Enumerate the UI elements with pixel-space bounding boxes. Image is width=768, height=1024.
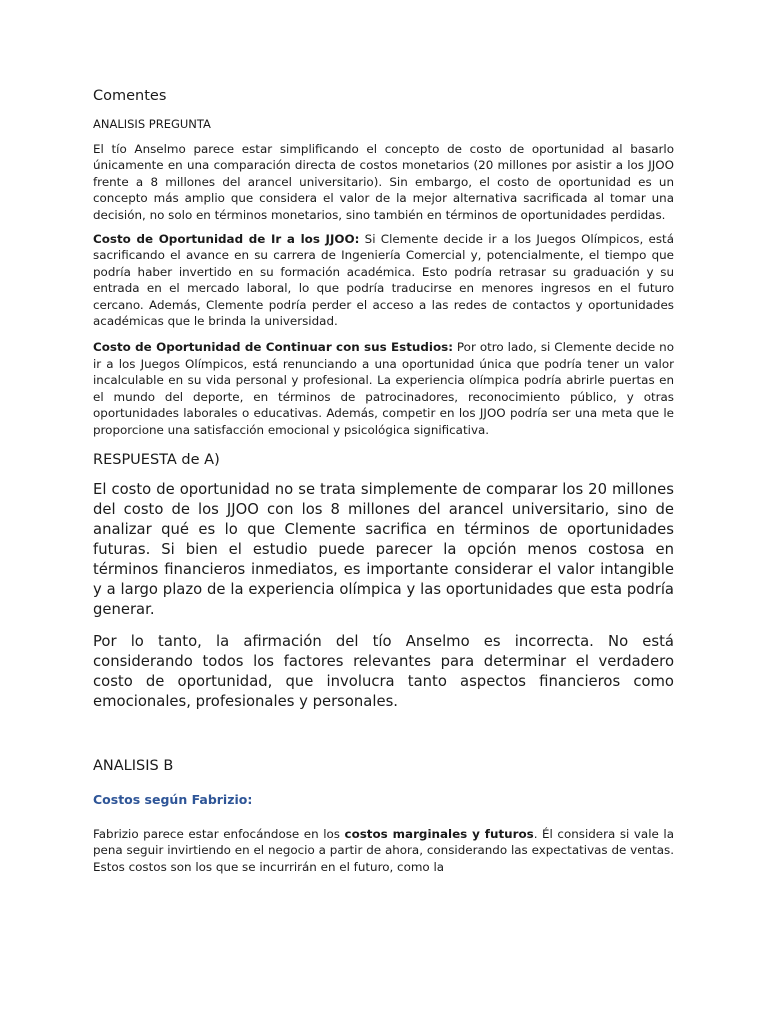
cost-studies-paragraph <box>93 339 674 437</box>
section-a-label: ANALISIS PREGUNTA <box>93 117 211 131</box>
answer-a-paragraph-2: Por lo tanto, la afirmación del tío Anselmo es incorrecta. No está considerando todos los factores relevantes para determinar el verdadero costo de oportunidad, que involucra tanto aspectos financieros como emocionales, profesionales y personales. <box>93 632 674 710</box>
document-title: Comentes <box>93 88 167 104</box>
fabrizio-text-bold: costos marginales y futuros <box>344 826 534 841</box>
cost-jjoo-heading: Costo de Oportunidad de Ir a los JJOO: <box>93 232 360 247</box>
fabrizio-text-end: . Él considera si vale la pena seguir invirtiendo en el negocio a partir de ahora, considerando las expectativas de ventas. Estos costos son los que se incurrirán en el futuro, como la <box>93 826 674 874</box>
cost-jjoo-text: Si Clemente decide ir a los Juegos Olímpicos, está sacrificando el avance en su carrera de Ingeniería Comercial y, potencialmente, el tiempo que podría haber invertido en su formación académica. Esto podría retrasar su graduación y su entrada en el mercado laboral, lo que podría traducirse en menores ingresos en el futuro cercano. Además, Clemente podría perder el acceso a las redes de contactos y oportunidades académicas que le brinda la universidad. <box>93 232 674 329</box>
answer-a-label: RESPUESTA de A) <box>93 451 220 468</box>
cost-studies-text: Por otro lado, si Clemente decide no ir a los Juegos Olímpicos, está renunciando a una oportunidad única que podría tener un valor incalculable en su vida personal y profesional. La experiencia olímpica podría abrirle puertas en el mundo del deporte, en términos de patrocinadores, reconocimiento público, y otras oportunidades laborales o educativas. Además, competir en los JJOO podría ser una meta que le proporcione una satisfacción emocional y psicológica significativa. <box>93 340 674 437</box>
answer-a-paragraph-1: El costo de oportunidad no se trata simplemente de comparar los 20 millones del costo de los JJOO con los 8 millones del arancel universitario, sino de analizar qué es lo que Clemente sacrifica en términos de oportunidades futuras. Si bien el estudio puede parecer la opción menos costosa en términos financieros inmediatos, es importante considerar el valor intangible y a largo plazo de la experiencia olímpica y las oportunidades que esta podría generar. <box>93 480 674 618</box>
document-content <box>93 86 674 875</box>
fabrizio-text-start: Fabrizio parece estar enfocándose en los <box>93 826 345 841</box>
section-b-label: ANALISIS B <box>93 757 174 774</box>
intro-paragraph: El tío Anselmo parece estar simplificando el concepto de costo de oportunidad al basarlo únicamente en una comparación directa de costos monetarios (20 millones por asistir a los JJOO frente a 8 millones del arancel universitario). Sin embargo, el costo de oportunidad es un concepto más amplio que considera el valor de la mejor alternativa sacrificada al tomar una decisión, no solo en términos monetarios, sino también en términos de oportunidades perdidas. <box>93 142 674 222</box>
fabrizio-heading: Costos según Fabrizio: <box>93 791 253 807</box>
cost-jjoo-paragraph <box>93 231 674 329</box>
cost-studies-heading: Costo de Oportunidad de Continuar con sus Estudios: <box>93 340 453 355</box>
fabrizio-paragraph <box>93 826 674 875</box>
